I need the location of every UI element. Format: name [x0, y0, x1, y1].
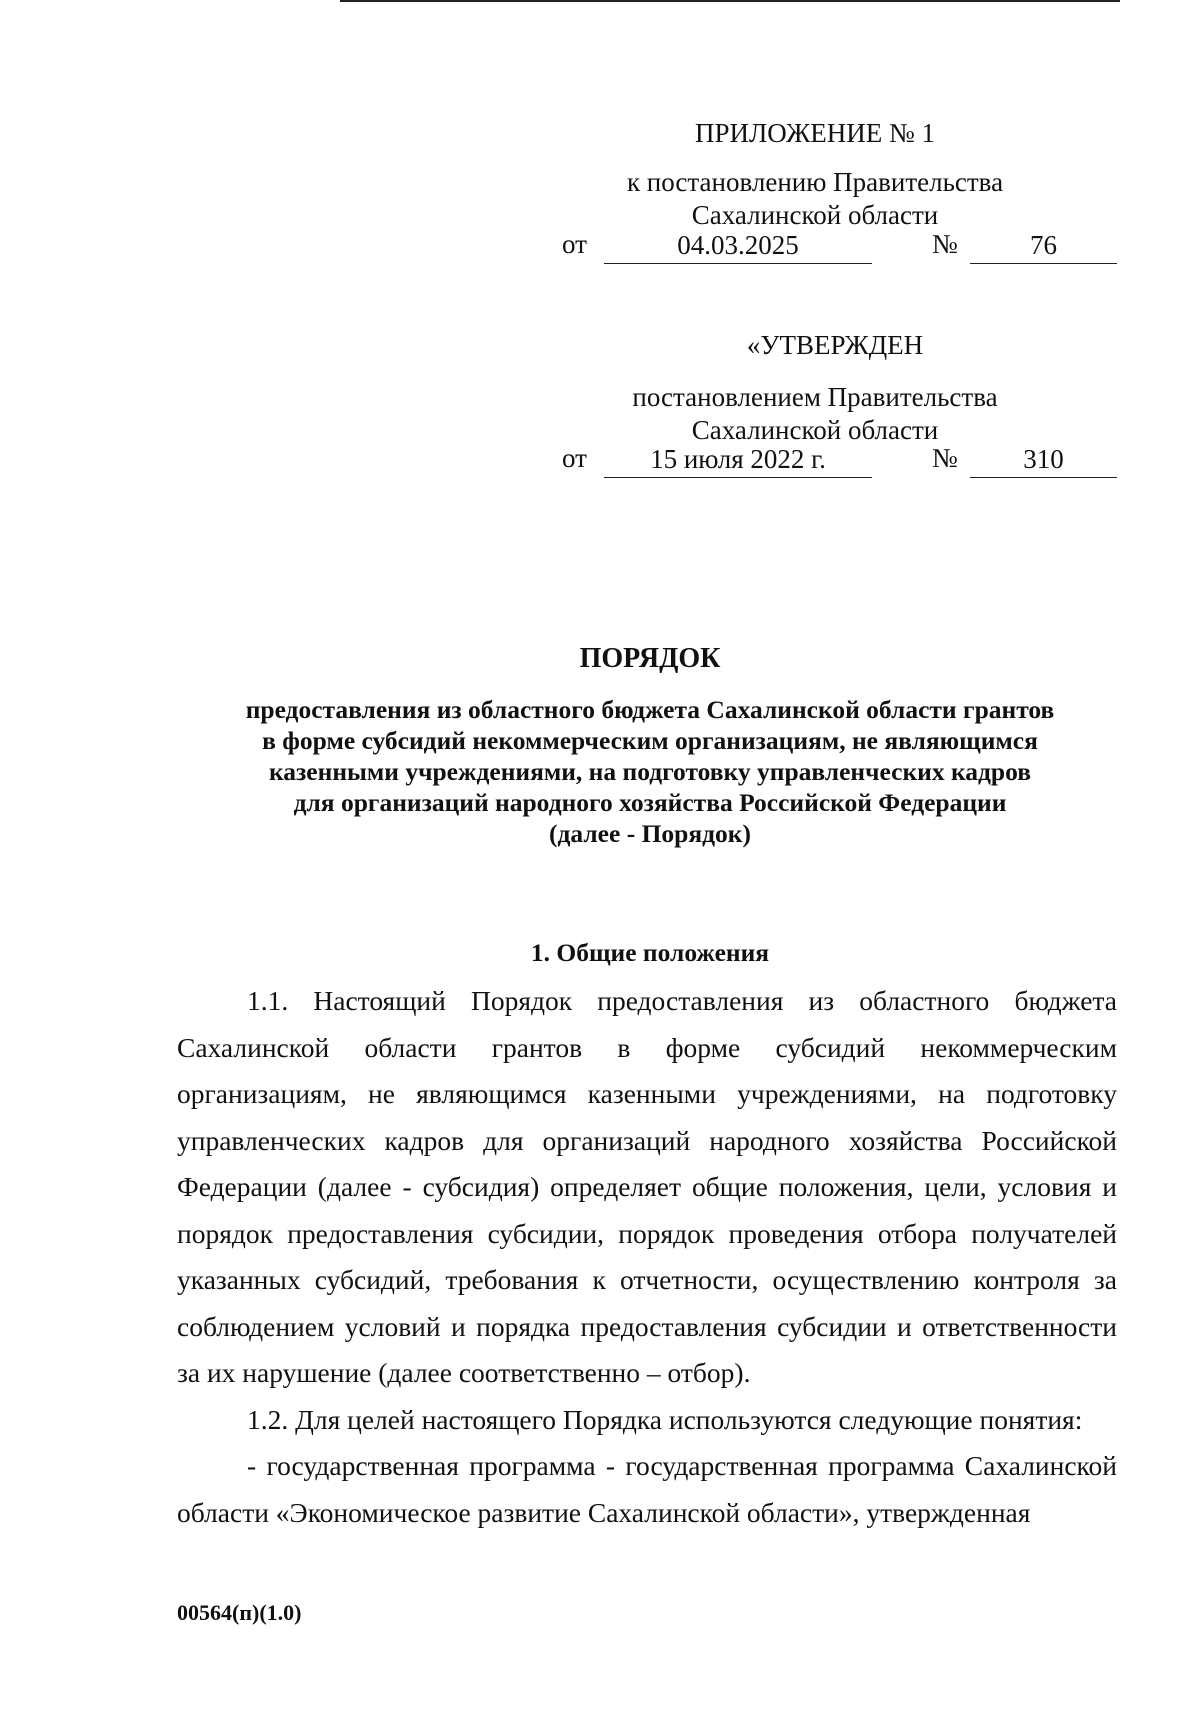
ref-number-sign: № — [932, 229, 958, 259]
section-heading: 1. Общие положения — [530, 938, 770, 967]
paragraph: 1.1. Настоящий Порядок предоставления из областного бюджета Сахалинской области грантов в форме субсидий некоммерческим организациям, не являющимся казенными учреждениями, на подготовку управленческих кадров для организаций народного хозяйства Российской Федерации (далее - субсидия) определяет общие положения, цели, условия и порядок предоставления субсидии, порядок проведения отбора получателей указанных субсидий, требования к отчетности, осуществлению контроля за соблюдением условий и порядка предоставления субсидии и ответственности за их нарушение (далее соответственно – отбор). — [177, 985, 1117, 1388]
approved-line-2: Сахалинской области — [691, 415, 939, 445]
subtitle-line: для организаций народного хозяйства Российской Федерации — [293, 788, 1007, 817]
subtitle-line: казенными учреждениями, на подготовку управленческих кадров — [269, 757, 1031, 786]
document-title: ПОРЯДОК — [579, 643, 721, 674]
annex-line-2: Сахалинской области — [691, 200, 939, 230]
approved-title: «УТВЕРЖДЕН — [746, 330, 924, 360]
subtitle-line: предоставления из областного бюджета Сахалинской области грантов — [245, 695, 1055, 724]
paragraph: 1.2. Для целей настоящего Порядка используются следующие понятия: — [247, 1403, 1083, 1435]
annex-line-1: к постановлению Правительства — [626, 167, 1004, 197]
approved-reference — [562, 444, 1117, 478]
top-rule — [340, 0, 1120, 2]
ref-from-label: от — [562, 229, 587, 259]
paragraph: - государственная программа - государственная программа Сахалинской области «Экономическое развитие Сахалинской области», утвержденная — [177, 1450, 1117, 1528]
approved-line-1: постановлением Правительства — [632, 382, 998, 412]
ref-date: 04.03.2025 — [604, 230, 872, 264]
subtitle-line: в форме субсидий некоммерческим организациям, не являющимся — [262, 726, 1038, 755]
body-text — [177, 978, 1117, 1536]
ref-number-sign: № — [932, 443, 958, 473]
ref-date: 15 июля 2022 г. — [604, 444, 872, 478]
document-subtitle — [100, 694, 1200, 849]
footer-code: 00564(п)(1.0) — [177, 1600, 302, 1625]
ref-number: 76 — [970, 230, 1117, 264]
subtitle-line: (далее - Порядок) — [549, 819, 751, 848]
annex-title: ПРИЛОЖЕНИЕ № 1 — [694, 118, 936, 148]
annex-reference — [562, 230, 1117, 264]
ref-number: 310 — [970, 444, 1117, 478]
ref-from-label: от — [562, 443, 587, 473]
